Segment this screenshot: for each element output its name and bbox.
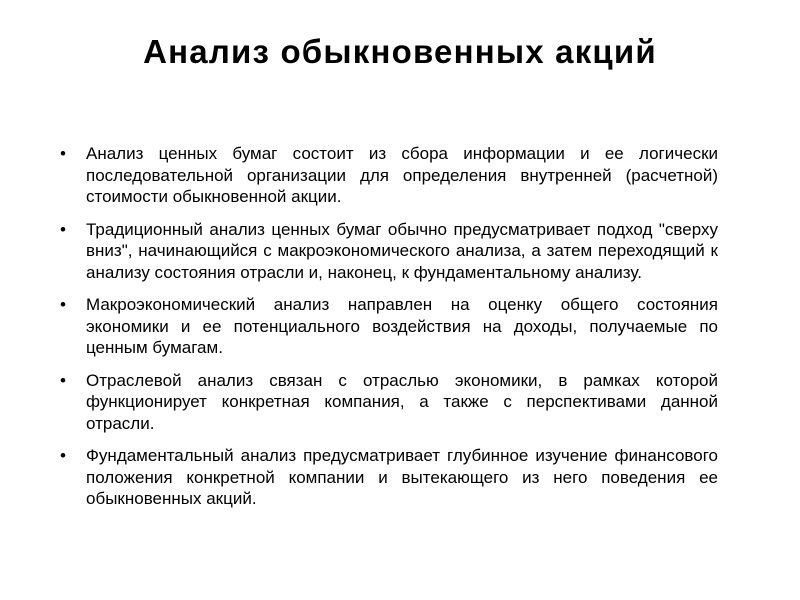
bullet-text: Отраслевой анализ связан с отраслью экономики, в рамках которой функционирует конкретная компания, а также с перспективами данной отрасли. <box>86 370 718 433</box>
bullet-marker: • <box>60 144 66 163</box>
bullet-marker: • <box>60 370 66 390</box>
bullet-marker: • <box>60 219 66 239</box>
bullet-text: Анализ ценных бумаг состоит из сбора информации и ее логически последовательной организации для определения внутренней (расчетной) стоимости обыкновенной акции. <box>86 144 718 206</box>
bullet-marker: • <box>60 295 66 314</box>
list-item <box>60 445 718 510</box>
list-item <box>60 370 718 435</box>
bullet-list <box>60 143 718 521</box>
bullet-marker: • <box>60 446 66 465</box>
list-item <box>60 143 718 208</box>
slide-title: Анализ обыкновенных акций <box>143 33 657 70</box>
list-item <box>60 294 718 359</box>
list-item <box>60 219 718 284</box>
bullet-text: Макроэкономический анализ направлен на оценку общего состояния экономики и ее потенциального воздействия на доходы, получаемые по ценным бумагам. <box>86 295 718 357</box>
bullet-text: Фундаментальный анализ предусматривает глубинное изучение финансового положения конкретной компании и вытекающего из него поведения ее обыкновенных акций. <box>86 446 718 508</box>
bullet-text: Традиционный анализ ценных бумаг обычно предусматривает подход "сверху вниз", начинающийся с макроэкономического анализа, а затем переходящий к анализу состояния отрасли и, наконец, к фундаментальному анализу. <box>86 219 718 282</box>
